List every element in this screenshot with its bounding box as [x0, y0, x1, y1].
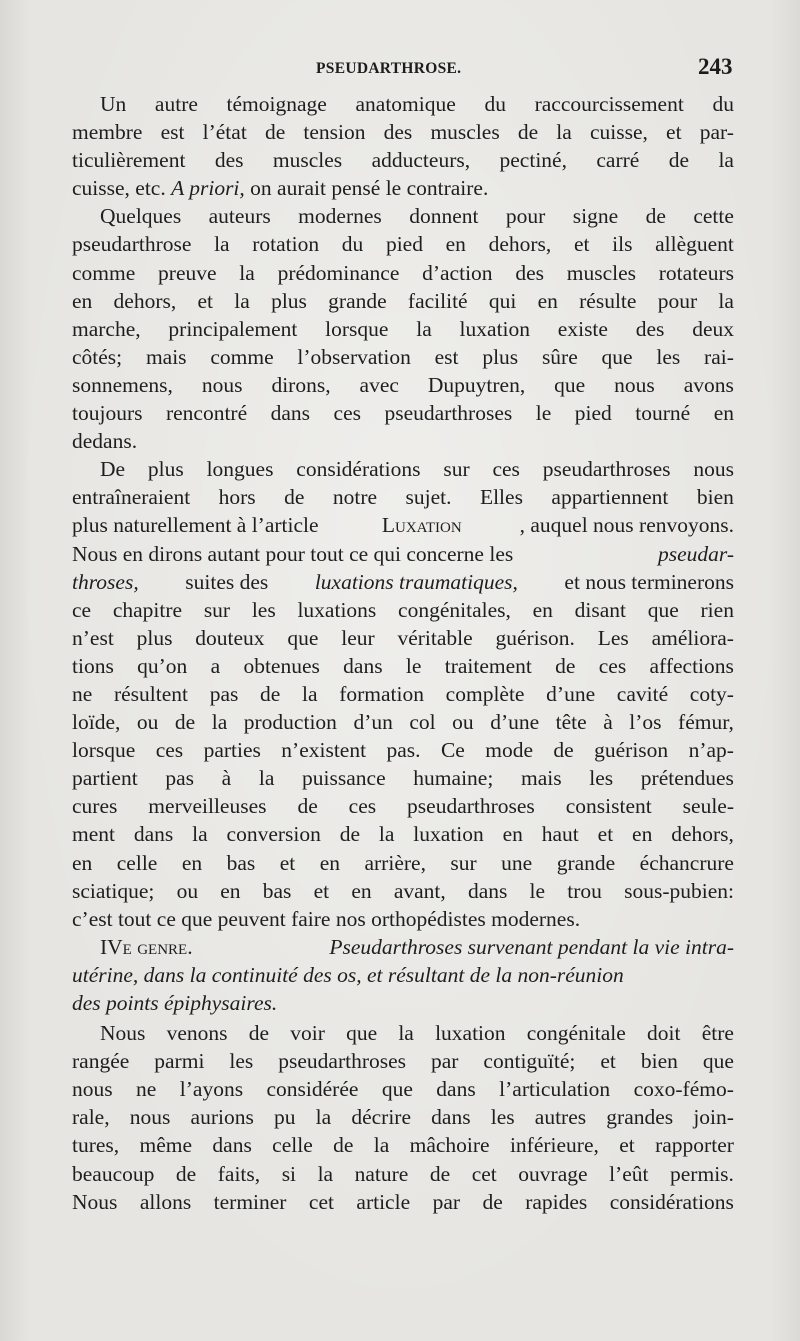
text-line: Nous en dirons autant pour tout ce qui concerne les pseudar- — [72, 541, 734, 566]
text-line: loïde, ou de la production d’un col ou d’une tête à l’os fémur, — [72, 710, 734, 735]
text-line: marche, principalement lorsque la luxation existe des deux — [72, 316, 734, 341]
text-line: n’est plus douteux que leur véritable guérison. Les améliora- — [72, 625, 734, 650]
text-line: tions qu’on a obtenues dans le traitement de ces affections — [72, 653, 734, 678]
section-heading-line: des points épiphysaires. — [72, 991, 278, 1015]
text-line: en dehors, et la plus grande facilité qui en résulte pour la — [72, 288, 734, 313]
text-line: cuisse, etc. A priori, on aurait pensé le contraire. — [72, 176, 489, 201]
text-line: Nous venons de voir que la luxation congénitale doit être — [100, 1021, 734, 1046]
text-line: rangée parmi les pseudarthroses par contiguïté; et bien que — [72, 1049, 734, 1074]
page-number: 243 — [698, 54, 733, 79]
text-line: entraîneraient hors de notre sujet. Elles appartiennent bien — [72, 485, 734, 510]
text-line: comme preuve la prédominance d’action des muscles rotateurs — [72, 260, 734, 285]
text-line: Nous allons terminer cet article par de rapides considérations — [72, 1189, 734, 1214]
text-line: ne résultent pas de la formation complète d’une cavité coty- — [72, 681, 734, 706]
text-line: throses, suites des luxations traumatiques, et nous terminerons — [72, 569, 734, 594]
text-line: en celle en bas et en arrière, sur une grande échancrure — [72, 850, 734, 875]
text-line: sciatique; ou en bas et en avant, dans le trou sous-pubien: — [72, 878, 734, 903]
text-line: pseudarthrose la rotation du pied en dehors, et ils allèguent — [72, 232, 734, 257]
text-line: ticulièrement des muscles adducteurs, pectiné, carré de la — [72, 148, 734, 173]
text-line: ment dans la conversion de la luxation en haut et en dehors, — [72, 822, 734, 847]
running-title: PSEUDARTHROSE. — [316, 60, 462, 77]
text-line: c’est tout ce que peuvent faire nos orthopédistes modernes. — [72, 906, 581, 931]
text-line: rale, nous aurions pu la décrire dans les autres grandes join- — [72, 1105, 734, 1130]
text-line: ce chapitre sur les luxations congénitales, en disant que rien — [72, 597, 734, 622]
text-line: lorsque ces parties n’existent pas. Ce mode de guérison n’ap- — [72, 738, 734, 763]
text-line: De plus longues considérations sur ces pseudarthroses nous — [100, 457, 734, 482]
text-line: nous ne l’ayons considérée que dans l’articulation coxo-fémo- — [72, 1077, 734, 1102]
text-line: partient pas à la puissance humaine; mais les prétendues — [72, 766, 734, 791]
text-line: cures merveilleuses de ces pseudarthroses consistent seule- — [72, 794, 734, 819]
text-line: tures, même dans celle de la mâchoire inférieure, et rapporter — [72, 1133, 734, 1158]
text-line: membre est l’état de tension des muscles de la cuisse, et par- — [72, 120, 734, 145]
section-heading-line: utérine, dans la continuité des os, et résultant de la non-réunion — [72, 962, 624, 987]
body-text — [72, 90, 734, 1216]
text-line: sonnemens, nous dirons, avec Dupuytren, que nous avons — [72, 372, 734, 397]
text-line: côtés; mais comme l’observation est plus sûre que les rai- — [72, 344, 734, 369]
text-line: beaucoup de faits, si la nature de cet ouvrage l’eût permis. — [72, 1161, 734, 1186]
text-line: Un autre témoignage anatomique du raccourcissement du — [100, 92, 734, 116]
text-line: toujours rencontré dans ces pseudarthroses le pied tourné en — [72, 401, 734, 426]
text-line: Quelques auteurs modernes donnent pour signe de cette — [100, 204, 734, 229]
text-line: plus naturellement à l’article Luxation , auquel nous renvoyons. — [72, 513, 734, 538]
section-heading: IVe genre. Pseudarthroses survenant pendant la vie intra- — [100, 934, 734, 959]
text-line: dedans. — [72, 429, 138, 454]
